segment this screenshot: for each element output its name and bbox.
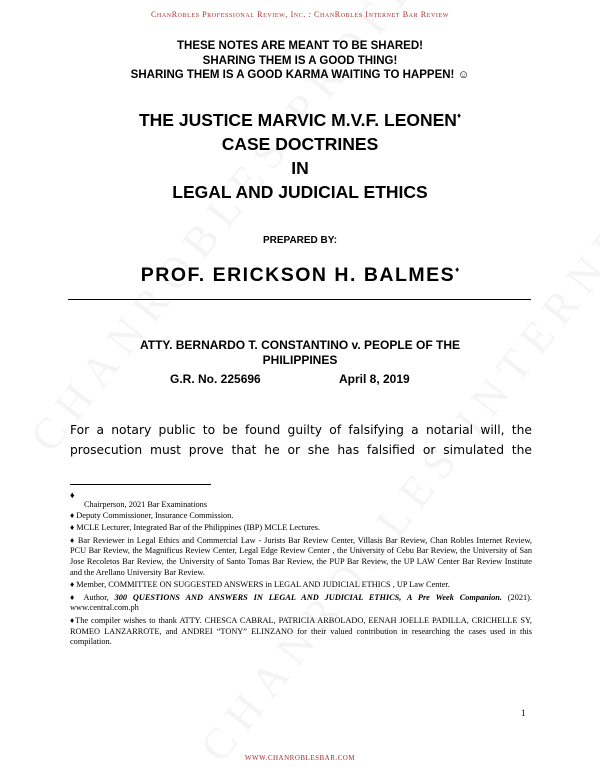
footnote-marker: ♦ (455, 265, 460, 274)
prepared-by-label: PREPARED BY: (262, 235, 338, 246)
footnote-marker: ♦ (456, 111, 462, 120)
footnote: ♦ Bar Reviewer in Legal Ethics and Commercial Law - Jurists Bar Review Center, Villasis Bar Review, Chan Robles Internet Review, PCU Bar Review, the Magnificus Review Center, Legal Edge Review Center , the University of Cebu Bar Review, the University of San Jose Recoletos Bar Review, the University of Santo Tomas Bar Review, the PUP Bar Review, the UP LAW Center Bar Review Institute and the Arellano University Bar Review. (70, 535, 532, 577)
horizontal-rule (68, 299, 531, 300)
sharing-notice-line: THESE NOTES ARE MEANT TO BE SHARED! (177, 40, 423, 52)
title-line: IN (291, 158, 309, 178)
case-title-line: ATTY. BERNARDO T. CONSTANTINO v. PEOPLE OF THE (139, 338, 460, 352)
diamond-icon: ♦ (70, 490, 75, 500)
footnotes (70, 490, 532, 650)
footnote: ♦ MCLE Lecturer, Integrated Bar of the Philippines (IBP) MCLE Lectures. (70, 523, 320, 533)
footnote: ♦ Deputy Commissioner, Insurance Commission. (70, 510, 234, 520)
case-title (0, 338, 600, 368)
title-line: THE JUSTICE MARVIC M.V.F. LEONEN♦ (138, 110, 462, 130)
footnote-separator (70, 484, 211, 485)
author-name: PROF. ERICKSON H. BALMES♦ (140, 264, 460, 286)
sharing-notice-line: SHARING THEM IS A GOOD THING! (202, 54, 398, 67)
body-line: prosecution must prove that he or she has falsified or simulated the (70, 443, 532, 457)
footnote: ♦ Author, 300 QUESTIONS AND ANSWERS IN LEGAL AND JUDICIAL ETHICS, A Pre Week Companion. (2021). www.central.com.ph (70, 592, 532, 613)
title-line: CASE DOCTRINES (221, 134, 379, 154)
sharing-notice-line: SHARING THEM IS A GOOD KARMA WAITING TO HAPPEN! ☺ (130, 69, 470, 81)
sharing-notice (0, 39, 600, 83)
footnote: ♦ Chairperson, 2021 Bar Examinations (70, 490, 532, 511)
footnote: ♦The compiler wishes to thank ATTY. CHESCA CABRAL, PATRICIA ARBOLADO, EENAH JOELLE PADILLA, CRICHELLE SY, ROMEO LANZARROTE, and ANDREI “TONY” ELINZANO for their valued contribution in researching the cases used in this compilation. (70, 615, 532, 647)
footer-url: WWW.CHANROBLESBAR.COM (244, 754, 356, 762)
title-line: LEGAL AND JUDICIAL ETHICS (172, 182, 428, 202)
book-title: 300 QUESTIONS AND ANSWERS IN LEGAL AND JUDICIAL ETHICS, A Pre Week Companion. (114, 592, 502, 602)
page-number: 1 (521, 708, 526, 718)
case-title-line: PHILIPPINES (262, 353, 338, 367)
document-title (0, 104, 600, 204)
body-paragraph (70, 420, 532, 460)
running-header: ChanRobles Professional Review, Inc. : ChanRobles Internet Bar Review (150, 10, 450, 19)
case-date: April 8, 2019 (339, 372, 410, 386)
footnote: ♦ Member, COMMITTEE ON SUGGESTED ANSWERS in LEGAL AND JUDICIAL ETHICS , UP Law Center. (70, 580, 450, 590)
gr-number: G.R. No. 225696 (170, 372, 261, 386)
body-line: For a notary public to be found guilty of falsifying a notarial will, the (70, 423, 532, 437)
